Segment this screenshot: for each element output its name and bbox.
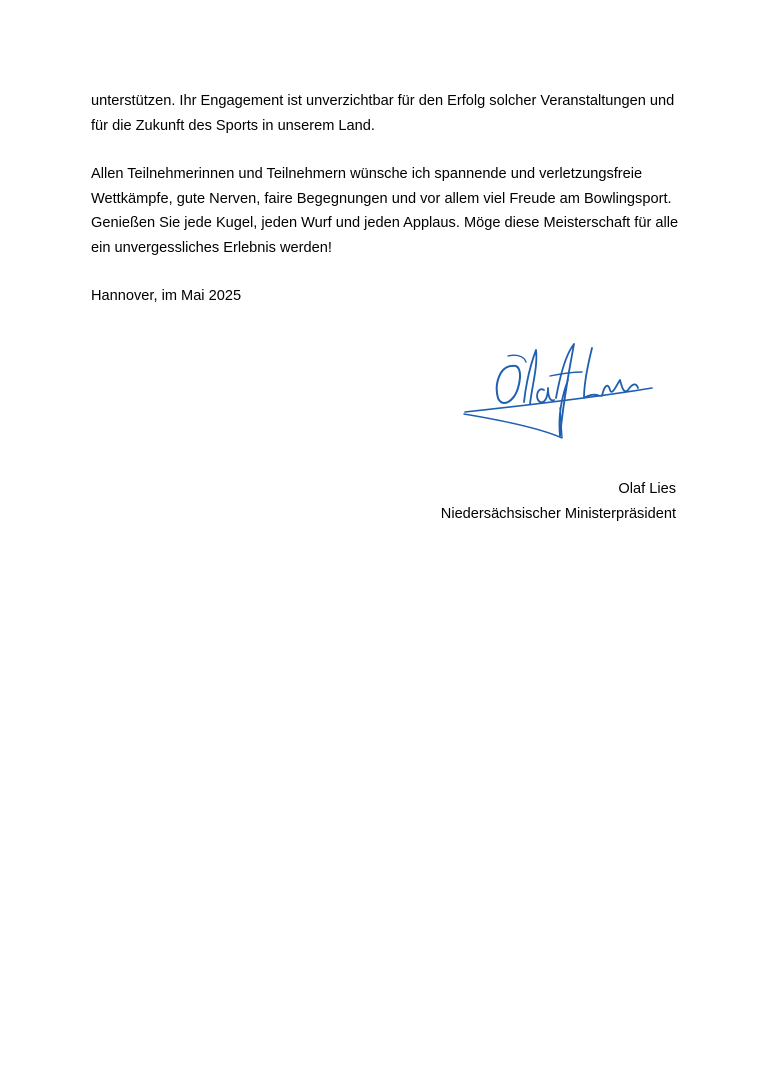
paragraph-1 — [91, 89, 691, 138]
paragraph-2-line: ein unvergessliches Erlebnis werden! — [91, 239, 332, 256]
signer-title: Niedersächsischer Ministerpräsident — [440, 505, 676, 522]
signer-name: Olaf Lies — [618, 481, 676, 497]
paragraph-2-line: Genießen Sie jede Kugel, jeden Wurf und jeden Applaus. Möge diese Meisterschaft für alle — [91, 215, 679, 231]
paragraph-2 — [91, 162, 691, 260]
paragraph-1-line: unterstützen. Ihr Engagement ist unverzichtbar für den Erfolg solcher Veranstaltungen und — [91, 93, 675, 109]
signer-block — [441, 477, 676, 526]
paragraph-2-line: Allen Teilnehmerinnen und Teilnehmern wünsche ich spannende und verletzungsfreie — [91, 166, 643, 182]
handwritten-signature — [460, 336, 660, 448]
paragraph-2-line: Wettkämpfe, gute Nerven, faire Begegnungen und vor allem viel Freude am Bowlingsport. — [91, 190, 672, 207]
paragraph-1-line: für die Zukunft des Sports in unserem Land. — [91, 117, 375, 134]
place-date: Hannover, im Mai 2025 — [91, 288, 242, 304]
